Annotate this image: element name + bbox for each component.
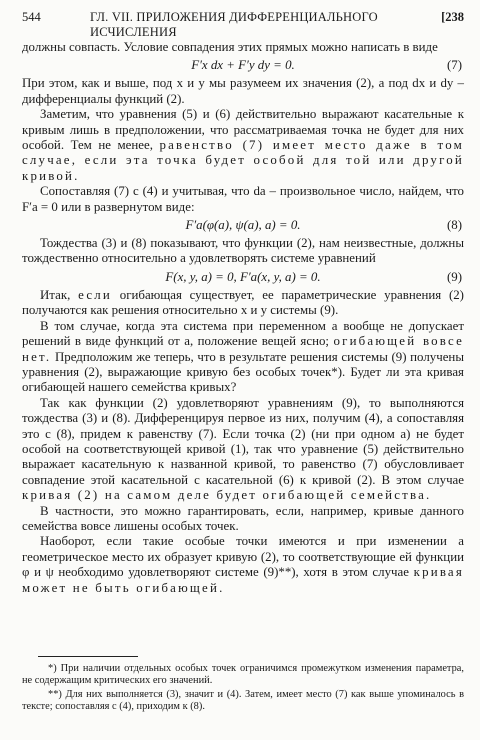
equation-text: F(x, y, a) = 0, F′a(x, y, a) = 0.: [165, 269, 321, 284]
paragraph: При этом, как и выше, под x и y мы разумеем их значения (2), а под dx и dy – дифференциалы функций (2).: [22, 76, 464, 106]
footnote-2: **) Для них выполняется (3), значит и (4). Затем, имеет место (7) как выше упоминалось в тексте; сопоставляя с (4), приходим к (8).: [22, 689, 464, 713]
footnote-rule: [38, 656, 138, 657]
paragraph: В частности, это можно гарантировать, если, например, кривые данного семейства вовсе лишены особых точек.: [22, 503, 464, 533]
paragraph: [22, 534, 464, 596]
spaced-emphasis: кривая (2) на самом деле будет огибающей семейства.: [22, 488, 432, 503]
paragraph: [22, 396, 464, 504]
spaced-emphasis: огибающей вовсе нет.: [22, 334, 465, 364]
equation-number: (8): [446, 218, 462, 233]
equation-8: [22, 215, 464, 236]
equation-number: (7): [446, 58, 462, 73]
footnote-1: *) При наличии отдельных особых точек ограничимся промежутком изменения параметра, не содержащим критических его значений.: [22, 663, 464, 687]
text-run: огибающая существует, ее параметрические уравнения (2) получаются как решения относительно x и y системы (9).: [22, 287, 464, 318]
spaced-emphasis: кривая может не быть огибающей.: [22, 565, 464, 595]
text-run: В том случае, когда эта система при переменном a вообще не допускает решений в виде функций от a, положение вещей ясно;: [22, 318, 464, 349]
paragraph: Тождества (3) и (8) показывают, что функции (2), нам неизвестные, должны тождественно относительно a удовлетворять системе уравнений: [22, 236, 464, 266]
equation-text: F′a(φ(a), ψ(a), a) = 0.: [185, 218, 301, 233]
paragraph: [22, 319, 464, 396]
equation-text: F′x dx + F′y dy = 0.: [191, 58, 295, 73]
text-run: Итак,: [40, 287, 71, 302]
page-number: 544: [22, 10, 41, 24]
running-title: ГЛ. VII. ПРИЛОЖЕНИЯ ДИФФЕРЕНЦИАЛЬНОГО ИСЧИСЛЕНИЯ: [90, 10, 378, 39]
paragraph: должны совпасть. Условие совпадения этих прямых можно написать в виде: [22, 40, 438, 54]
section-number: [238: [441, 10, 464, 24]
text-run: Наоборот, если такие особые точки имеются и при изменении a геометрическое место их образует кривую (2), то соответствующие ей функции φ и ψ необходимо удовлетворяют системе (9)**), хотя в этом случае: [22, 534, 464, 580]
page-body: [22, 40, 464, 596]
equation-7: [22, 55, 464, 76]
text-run: Предположим же теперь, что в результате решения системы (9) получены уравнения (2), выражающие кривую без особых точек*). Будет ли эта кривая огибающей нашего семейства кривых?: [22, 349, 464, 395]
equation-number: (9): [446, 269, 462, 284]
paragraph: [22, 107, 464, 184]
text-run: Так как функции (2) удовлетворяют уравнениям (9), то выполняются тождества (3) и (8). Дифференцируя первое из них, получим (4), а сопоставляя это с (8), придем к равенству (7). Если точка (2) (ни при одном a) не будет особой на соответствующей кривой (1), так что уравнение (5) действительно выражает касательную к названной кривой, то равенство (7) обусловливает совпадение этой касательной с касательной (6) к кривой (2). В этом случае: [22, 395, 464, 487]
paragraph: Сопоставляя (7) с (4) и учитывая, что da – произвольное число, найдем, что F′a = 0 или в развернутом виде:: [22, 184, 464, 214]
text-run: Заметим, что уравнения (5) и (6) действительно выражают касательные к кривым лишь в предположении, что рассматриваемая точка не будет для них особой. Тем не менее,: [22, 107, 464, 153]
spaced-emphasis: равенство (7) имеет место даже в том случае, если эта точка будет особой для той или другой кривой.: [22, 138, 464, 183]
equation-9: [22, 267, 464, 288]
spaced-emphasis: если: [78, 287, 112, 302]
paragraph: [22, 288, 464, 319]
